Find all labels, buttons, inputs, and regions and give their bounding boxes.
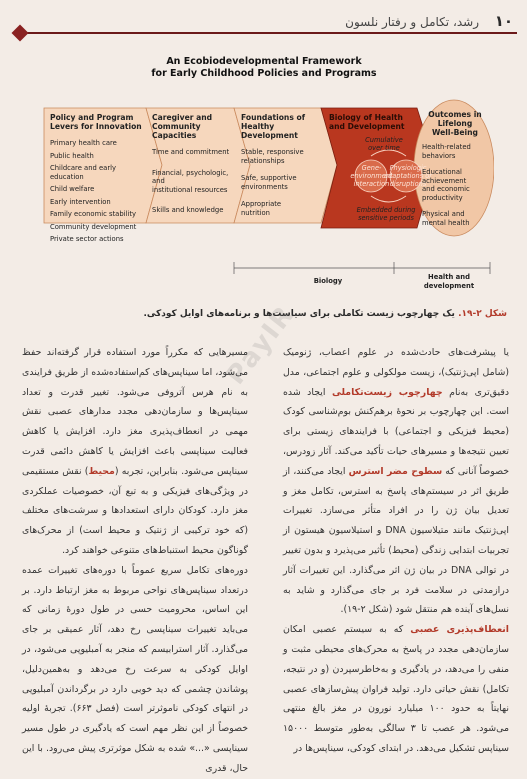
- paragraph: [22, 343, 248, 561]
- header-rule: [20, 32, 517, 34]
- axis-label-health: Health and development: [423, 273, 475, 290]
- axis-label-biology: Biology: [313, 277, 343, 285]
- text-run: دوره‌های تکامل سریع عموماً با دوره‌های تغییرات عمده درتعداد سیناپس‌های نواحی مربوط به مغز ارتباط دارد. بر این اساس، محرومیت حسی در طول دورهٔ زمانی که می‌باید تغییرات سیناپسی رخ دهد، آثار عمیقی بر جای می‌گذارد. آثار استرابیسم که منجر به آمبلیوپی می‌شود، در اوایل کودکی به سرعت رخ می‌دهد و به‌همین‌دلیل، پوشاندن چشمی که دید خوبی دارد در برگرداندن آمبلیوپی در انتهای کودکی ناموثرتر است (فصل ۶۶۳). تجربهٔ اولیه خصوصاً از این نظر مهم است که یادگیری در طول مسیر سیناپسی «...» شده به شکل موثرتری پیش می‌رود. با این حال، قدری: [22, 564, 248, 774]
- policy-item: Community development: [50, 222, 137, 231]
- biology-box: [329, 113, 419, 133]
- caption-number: شکل ۲-۱۹.: [458, 309, 507, 319]
- foundations-item: Appropriate nutrition: [241, 200, 282, 217]
- policy-levers-heading: Policy and Program Levers for Innovation: [50, 113, 142, 131]
- text-run: ایجاد شده است. این چهارچوب بر نحوهٔ برهم‌کنش بوم‌شناسی کودک (محیط فیزیکی و اجتماعی) با فرایندهای زیستی برای تعیین نتیجه‌ها و مسیرهای حیات تأکید می‌کند. آثار زودرس، خصوصاً آنانی که: [283, 386, 510, 477]
- policy-item: Early intervention: [50, 197, 111, 206]
- foundations-item: Safe, supportive environments: [241, 174, 297, 191]
- caption-text: یک چهارچوب زیست تکاملی برای سیاست‌ها و برنامه‌های اوایل کودکی.: [143, 309, 459, 319]
- highlight-term: چهارچوب زیست‌تکاملی: [331, 386, 443, 398]
- text-run: ایجاد می‌کنند، از طریق اثر در سیستم‌های پاسخ به استرس، تکامل مغز و تعدیل بیان ژن را در افراد متأثر می‌سازد. تغییرات اپی‌ژنتیک مانند متیلاسیون DNA و استیلاسیون هیستون از تجربیات ابتدایی زندگی (محیط) تأثیر می‌پذیرد و بدون تغییر در توالی DNA در بیان ژن اثر می‌گذارد. این تغییرات آثار درازمدتی در سلامت فرد بر جای می‌گذارد و شاید به نسل‌های آینده هم منتقل شود (شکل ۲-۱۹).: [283, 465, 510, 616]
- foundations-item: Stable, responsive relationships: [241, 148, 304, 165]
- biology-heading: Biology of Health and Development: [329, 113, 405, 131]
- physiologic-label: Physiologic adaptations or disruptions: [384, 164, 432, 188]
- paragraph: [22, 561, 248, 779]
- caregiver-item: Financial, psychologic, and institutional resources: [152, 168, 229, 194]
- embedded-label: Embedded during sensitive periods: [356, 206, 416, 222]
- foundations-box: [241, 113, 323, 221]
- highlight-term: سطوح مضر استرس: [348, 465, 443, 477]
- outcomes-box: [422, 110, 488, 231]
- highlight-term: انعطاف‌پذیری عصبی: [410, 624, 509, 636]
- policy-item: Primary health care: [50, 139, 117, 147]
- policy-item: Childcare and early education: [50, 164, 117, 181]
- policy-levers-box: [50, 113, 145, 248]
- outcomes-heading: Outcomes in Lifelong Well-Being: [428, 110, 482, 137]
- outcome-item: Health-related behaviors: [422, 143, 471, 160]
- policy-item: Private sector actions: [50, 235, 124, 243]
- outcome-item: Educational achievement and economic productivity: [422, 168, 470, 202]
- caregiver-item: Skills and knowledge: [152, 206, 224, 214]
- caregiver-item: Time and commitment: [152, 148, 230, 156]
- text-run: ) نقش مستقیمی در ویژگی‌های فیزیکی و به تبع آن، خصوصیات عملکردی مغز دارد. کودکان دارای استعدادها و سرشت‌های مختلف (که خود ترکیبی از ژنتیک و محیط است) از محرک‌های گوناگون محیط استنباط‌های متنوعی خواهند کرد.: [22, 465, 248, 556]
- paragraph: [283, 620, 509, 759]
- watermark: PayIR: [220, 299, 301, 391]
- gene-env-label: Gene- environment interaction: [350, 164, 393, 188]
- text-run: مسیرهایی که مکرراً مورد استفاده قرار گرفته‌اند حفظ می‌شود، اما سیناپس‌های کم‌استفاده‌شده از طریق فرایندی به نام هرس آتروفی می‌شود. تغییر قدرت و تعداد سیناپس‌ها و سازمان‌دهی مجدد مدارهای عصبی نقش مهمی در انعطاف‌پذیری مغز دارد. افزایش یا کاهش فعالیت سیناپسی باعث افزایش یا کاهش دائمی قدرت سیناپس می‌شود. بنابراین، تجربه (: [22, 347, 248, 477]
- highlight-term: محیط: [88, 465, 115, 477]
- caregiver-heading: Caregiver and Community Capacities: [152, 113, 213, 140]
- policy-item: Public health: [50, 151, 94, 160]
- cumulative-label: Cumulative over time: [365, 136, 403, 152]
- framework-figure: [34, 48, 494, 306]
- caregiver-box: [152, 113, 237, 219]
- page-number: ۱۰: [494, 12, 513, 30]
- text-run: یا پیشرفت‌های حادث‌شده در علوم اعصاب، ژنومیک (شامل اپی‌ژنتیک)، زیست مولکولی و علوم اجتماعی، مدل دقیق‌تری به‌نام: [283, 347, 509, 398]
- paragraph: [283, 343, 509, 620]
- text-run: که به سیستم عصبی امکان سازمان‌دهی مجدد در پاسخ به محرک‌های محیطی مثبت و منفی را می‌دهد، در یادگیری و به‌خاطرسپردن (و در نتیجه، تکامل) نقش حیاتی دارد. تولید فراوان پیش‌سازهای عصبی نهایتاً به حدود ۱۰۰ میلیارد نورون در مغز بالغ منتهی می‌شود. هر عصب تا ۳ سالگی به‌طور متوسط ۱۵۰۰۰ سیناپس تشکیل می‌دهد. در ابتدای کودکی، سیناپس‌ها در: [283, 624, 509, 754]
- policy-item: Child welfare: [50, 185, 95, 193]
- figure-title: An Ecobiodevelopmental Framework for Early Childhood Policies and Programs: [151, 56, 377, 79]
- policy-item: Family economic stability: [50, 210, 137, 218]
- outcome-item: Physical and mental health: [422, 210, 470, 227]
- running-title: رشد، تکامل و رفتار نلسون: [345, 15, 479, 29]
- foundations-heading: Foundations of Healthy Development: [241, 113, 306, 140]
- text-column-left: [22, 343, 248, 779]
- text-column-right: [283, 343, 509, 759]
